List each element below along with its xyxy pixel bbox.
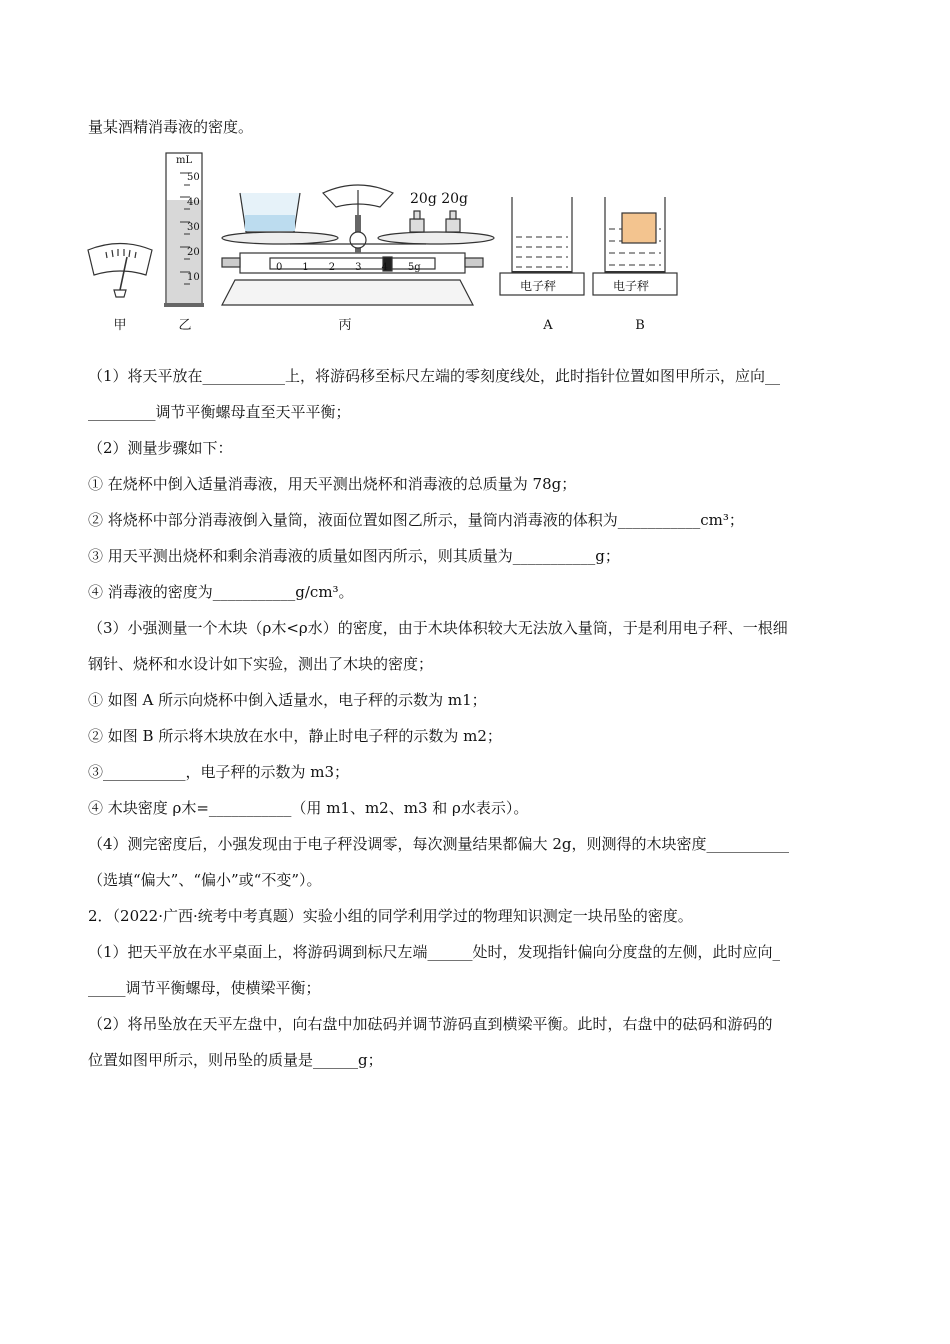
caption-jia: 甲 (113, 318, 127, 333)
p2-q2-line-1: （2）将吊坠放在天平左盘中，向右盘中加砝码并调节游码直到横梁平衡。此时，右盘中的砝码和游码的 (88, 1015, 773, 1033)
q2-step-4: ④ 消毒液的密度为___________g/cm³。 (88, 583, 354, 601)
caption-a: A (543, 318, 553, 333)
pointer-dial (88, 244, 152, 298)
problem-2-heading: 2．（2022·广西·统考中考真题）实验小组的同学利用学过的物理知识测定一块吊坠的密度。 (88, 907, 693, 925)
q3-step-4: ④ 木块密度 ρ木=___________（用 m1、m2、m3 和 ρ水表示）。 (88, 799, 529, 817)
rider-scale-ticks: 0 1 2 3 4 5g (276, 262, 421, 273)
q3-line-2: 钢针、烧杯和水设计如下实验，测出了木块的密度； (88, 655, 434, 673)
q3-step-3: ③___________，电子秤的示数为 m3； (88, 763, 350, 781)
q4-line-2: （选填“偏大”、“偏小”或“不变”）。 (88, 871, 322, 889)
caption-b: B (635, 318, 645, 333)
p2-q1-line-2: _____调节平衡螺母，使横梁平衡； (88, 979, 321, 997)
scale-label-b: 电子秤 (613, 279, 650, 293)
q3-line-1: （3）小强测量一个木块（ρ木<ρ水）的密度，由于木块体积较大无法放入量筒，于是利用电子秤、一根细 (88, 619, 788, 637)
caption-yi: 乙 (178, 318, 192, 333)
q3-step-1: ① 如图 A 所示向烧杯中倒入适量水，电子秤的示数为 m1； (88, 691, 487, 709)
q3-step-2: ② 如图 B 所示将木块放在水中，静止时电子秤的示数为 m2； (88, 727, 502, 745)
p2-q2-line-2: 位置如图甲所示，则吊坠的质量是______g； (88, 1051, 383, 1069)
q2-step-2: ② 将烧杯中部分消毒液倒入量筒，液面位置如图乙所示，量筒内消毒液的体积为___________cm³； (88, 511, 744, 529)
scale-label-a: 电子秤 (520, 279, 557, 293)
q1-line-1: （1）将天平放在___________上，将游码移至标尺左端的零刻度线处，此时指针位置如图甲所示，应向__ (88, 367, 781, 385)
balance-weights-label: 20g 20g (410, 191, 469, 207)
p2-q1-line-1: （1）把天平放在水平桌面上，将游码调到标尺左端______处时，发现指针偏向分度盘的左侧，此时应向_ (88, 943, 781, 961)
q2-step-3: ③ 用天平测出烧杯和剩余消毒液的质量如图丙所示，则其质量为___________g； (88, 547, 620, 565)
experiment-figure (80, 145, 840, 345)
caption-bing: 丙 (338, 318, 352, 333)
q2-step-1: ① 在烧杯中倒入适量消毒液，用天平测出烧杯和消毒液的总质量为 78g； (88, 475, 577, 493)
q1-line-2: _________调节平衡螺母直至天平平衡； (88, 403, 351, 421)
cylinder-unit: mL (176, 155, 193, 166)
q2-heading: （2）测量步骤如下： (88, 439, 233, 457)
intro-text: 量某酒精消毒液的密度。 (88, 118, 254, 136)
cylinder-ticks: 50 40 30 20 10 (187, 172, 200, 283)
q4-line-1: （4）测完密度后，小强发现由于电子秤没调零，每次测量结果都偏大 2g，则测得的木块密度___________ (88, 835, 789, 853)
